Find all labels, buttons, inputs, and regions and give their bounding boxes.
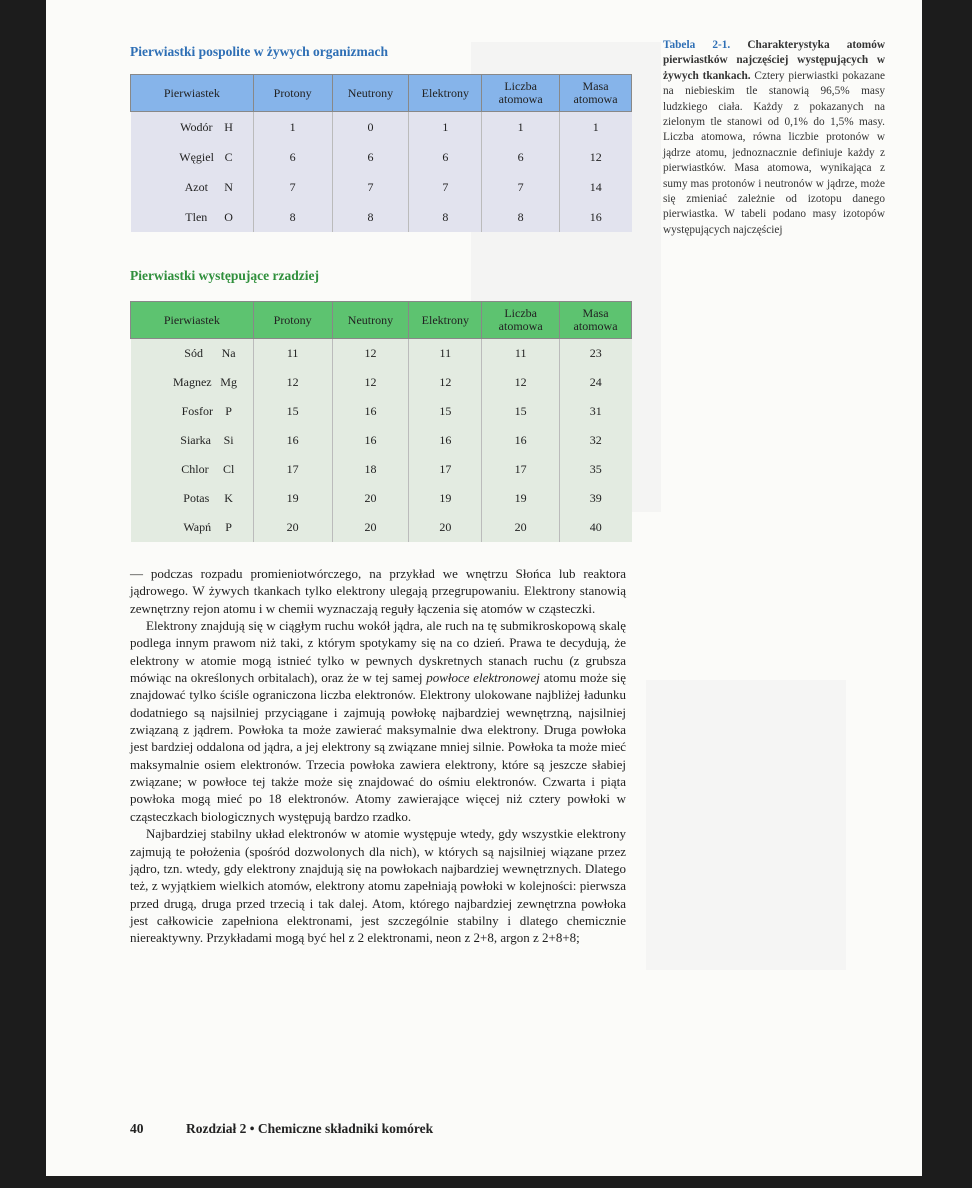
- atomic-number-cell: 11: [482, 339, 560, 369]
- electrons-cell: 20: [409, 513, 482, 542]
- atomic-number-cell: 16: [482, 426, 560, 455]
- body-text: [130, 565, 626, 947]
- protons-cell: 6: [253, 142, 332, 172]
- bleed-through-shadow: [646, 680, 846, 970]
- element-name: Węgiel: [179, 149, 214, 164]
- protons-cell: 17: [253, 455, 332, 484]
- protons-cell: 20: [253, 513, 332, 542]
- header-neutrons: Neutrony: [332, 302, 409, 339]
- element-symbol: P: [225, 404, 232, 418]
- table-row: [131, 455, 632, 484]
- electrons-cell: 19: [409, 484, 482, 513]
- neutrons-cell: 12: [332, 339, 409, 369]
- header-electrons: Elektrony: [409, 75, 482, 112]
- header-atomic-number: Liczba atomowa: [482, 75, 560, 112]
- page-footer: [130, 1121, 433, 1137]
- atomic-mass-cell: 35: [560, 455, 632, 484]
- atomic-mass-cell: 1: [560, 112, 632, 143]
- atomic-mass-cell: 39: [560, 484, 632, 513]
- element-name: Potas: [183, 491, 210, 505]
- neutrons-cell: 16: [332, 426, 409, 455]
- neutrons-cell: 12: [332, 368, 409, 397]
- page-number: 40: [130, 1121, 144, 1136]
- atomic-mass-cell: 23: [560, 339, 632, 369]
- header-electrons: Elektrony: [409, 302, 482, 339]
- atomic-mass-cell: 16: [560, 202, 632, 232]
- electrons-cell: 17: [409, 455, 482, 484]
- table-row: [131, 426, 632, 455]
- paragraph: — podczas rozpadu promieniotwórczego, na przykład we wnętrzu Słońca lub reaktora jądrowego. W żywych tkankach tylko elektrony ulegają przegrupowaniu. Elektrony stanowią zewnętrzny rejon atomu i w chemii wyznaczają reguły łączenia się atomów w cząsteczki.: [130, 566, 626, 616]
- table-row: [131, 202, 632, 232]
- electrons-cell: 7: [409, 172, 482, 202]
- table-row: [131, 368, 632, 397]
- table-header-row: [131, 302, 632, 339]
- header-atomic-mass: Masa atomowa: [560, 75, 632, 112]
- atomic-number-cell: 12: [482, 368, 560, 397]
- element-symbol: Mg: [220, 375, 237, 389]
- paragraph: Najbardziej stabilny układ elektronów w atomie występuje wtedy, gdy wszystkie elektrony zajmują te położenia (spośród dozwolonych dla nich), w których są najsilniej wiązane przez jądro, tzn. wtedy, gdy elektrony znajdują się na powłokach najbardziej wewnętrznych. Dlatego też, z wyjątkiem wielkich atomów, elektrony atomu zapełniają powłoki w kolejności: pierwsza przed drugą, druga przed trzecią i tak dalej. Atom, którego najbardziej zewnętrzna powłoka jest całkowicie zapełniona elektronami, jest szczególnie stabilny i dlatego chemicznie niereaktywny. Przykładami mogą być hel z 2 elektronami, neon z 2+8, argon z 2+8+8;: [130, 826, 626, 946]
- protons-cell: 16: [253, 426, 332, 455]
- caption-title: Charakterystyka atomów pierwiastków najczęściej występujących w żywych tkankach.: [663, 39, 886, 82]
- neutrons-cell: 6: [332, 142, 409, 172]
- electrons-cell: 12: [409, 368, 482, 397]
- atomic-number-cell: 7: [482, 172, 560, 202]
- element-name: Wodór: [180, 119, 213, 134]
- table-row: [131, 172, 632, 202]
- element-symbol: O: [224, 209, 233, 224]
- atomic-mass-cell: 14: [560, 172, 632, 202]
- rare-elements-table: [130, 301, 632, 542]
- element-name: Magnez: [172, 375, 212, 389]
- protons-cell: 19: [253, 484, 332, 513]
- table-row: [131, 339, 632, 369]
- element-name: Tlen: [185, 209, 208, 224]
- table2-title: Pierwiastki występujące rzadziej: [130, 268, 319, 283]
- emphasized-term: powłoce elektronowej: [426, 670, 540, 686]
- electrons-cell: 6: [409, 142, 482, 172]
- element-symbol: K: [224, 491, 233, 505]
- header-atomic-mass: Masa atomowa: [560, 302, 632, 339]
- table-row: [131, 142, 632, 172]
- caption-label: Tabela 2-1.: [663, 39, 731, 51]
- protons-cell: 11: [253, 339, 332, 369]
- atomic-number-cell: 17: [482, 455, 560, 484]
- table-row: [131, 112, 632, 143]
- caption-text: Cztery pierwiastki pokazane na niebieskim tle stanowią 96,5% masy ludzkiego ciała. Każdy z pokazanych na zielonym tle stanowi od 0,1% do 1,5% masy. Liczba atomowa, równa liczbie protonów w jądrze atomu, jednoznacznie definiuje każdy z pierwiastków. Masa atomowa, wynikająca z sumy mas protonów i neutronów w jądrze, może się zmieniać zależnie od izotopu danego pierwiastka. W tabeli podano masy izotopów występujących najczęściej: [663, 69, 885, 236]
- common-elements-table: [130, 74, 632, 232]
- atomic-number-cell: 8: [482, 202, 560, 232]
- electrons-cell: 15: [409, 397, 482, 426]
- table1-title: Pierwiastki pospolite w żywych organizmach: [130, 44, 388, 59]
- table-row: [131, 513, 632, 542]
- table-row: [131, 484, 632, 513]
- protons-cell: 12: [253, 368, 332, 397]
- protons-cell: 7: [253, 172, 332, 202]
- element-symbol: P: [225, 520, 232, 534]
- element-name: Sód: [184, 346, 203, 360]
- element-symbol: C: [224, 149, 233, 164]
- element-name: Siarka: [180, 433, 211, 447]
- neutrons-cell: 0: [332, 112, 409, 143]
- electrons-cell: 8: [409, 202, 482, 232]
- paragraph: [130, 617, 626, 825]
- header-protons: Protony: [253, 75, 332, 112]
- protons-cell: 1: [253, 112, 332, 143]
- atomic-mass-cell: 12: [560, 142, 632, 172]
- element-name: Fosfor: [181, 404, 213, 418]
- header-element: Pierwiastek: [131, 75, 254, 112]
- protons-cell: 15: [253, 397, 332, 426]
- paragraph-text: Elektrony znajdują się w ciągłym ruchu wokół jądra, ale ruch na tę submikroskopową skalę podlega innym prawom niż taki, z którym spotykamy się na co dzień. Prawa te decydują, że elektrony w atomie mogą istnieć tylko w pewnych dyskretnych stanach ruchu (z grubsza mówiąc na określonych orbitalach), oraz że w tej samej: [130, 618, 626, 686]
- atomic-number-cell: 1: [482, 112, 560, 143]
- element-name: Azot: [184, 179, 208, 194]
- atomic-mass-cell: 32: [560, 426, 632, 455]
- chapter-title: Rozdział 2 • Chemiczne składniki komórek: [186, 1121, 434, 1136]
- electrons-cell: 11: [409, 339, 482, 369]
- atomic-mass-cell: 31: [560, 397, 632, 426]
- table-header-row: [131, 75, 632, 112]
- element-symbol: Na: [221, 346, 236, 360]
- header-protons: Protony: [253, 302, 332, 339]
- table-row: [131, 397, 632, 426]
- header-element: Pierwiastek: [131, 302, 254, 339]
- element-symbol: Si: [223, 433, 234, 447]
- neutrons-cell: 16: [332, 397, 409, 426]
- element-symbol: N: [224, 179, 233, 194]
- element-name: Wapń: [183, 520, 212, 534]
- atomic-number-cell: 19: [482, 484, 560, 513]
- paragraph-text: atomu może się znajdować tylko ściśle ograniczona liczba elektronów. Elektrony ulokowane najbliżej ładunku dodatniego są najsilniej przyciągane i zajmują powłokę najbardziej wewnętrzną, najsilniej związaną z jądrem. Powłoka ta może zawierać maksymalnie dwa elektrony. Druga powłoka jest bardziej oddalona od jądra, a jej elektrony są związane mniej silnie. Powłoka ta może mieć maksymalnie osiem elektronów. Trzecia powłoka zawiera elektrony, które są jeszcze słabiej związane; w powłoce tej także może się znajdować do ośmiu elektronów. Czwarta i piąta powłoka mogą mieć po 18 elektronów. Atomy zawierające więcej niż cztery powłoki w cząsteczkach biologicznych występują bardzo rzadko.: [130, 670, 627, 824]
- atomic-number-cell: 6: [482, 142, 560, 172]
- element-name: Chlor: [181, 462, 209, 476]
- element-symbol: Cl: [222, 462, 235, 476]
- electrons-cell: 1: [409, 112, 482, 143]
- neutrons-cell: 20: [332, 513, 409, 542]
- header-neutrons: Neutrony: [332, 75, 409, 112]
- textbook-page: [46, 0, 922, 1176]
- atomic-number-cell: 15: [482, 397, 560, 426]
- atomic-number-cell: 20: [482, 513, 560, 542]
- table-caption: [663, 38, 885, 238]
- atomic-mass-cell: 40: [560, 513, 632, 542]
- header-atomic-number: Liczba atomowa: [482, 302, 560, 339]
- element-symbol: H: [224, 119, 233, 134]
- atomic-mass-cell: 24: [560, 368, 632, 397]
- electrons-cell: 16: [409, 426, 482, 455]
- neutrons-cell: 8: [332, 202, 409, 232]
- protons-cell: 8: [253, 202, 332, 232]
- neutrons-cell: 20: [332, 484, 409, 513]
- neutrons-cell: 18: [332, 455, 409, 484]
- neutrons-cell: 7: [332, 172, 409, 202]
